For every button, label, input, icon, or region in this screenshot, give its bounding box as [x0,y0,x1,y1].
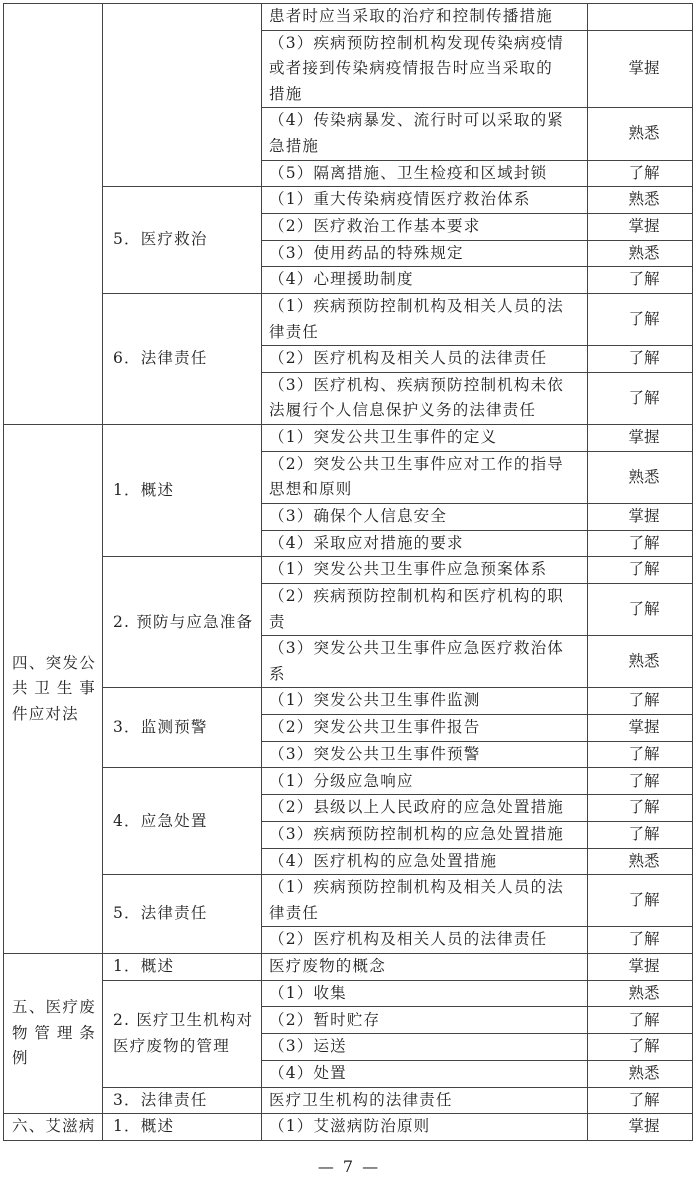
text-line: 医疗卫生机构的法律责任 [269,1090,453,1109]
requirement-cell [262,1087,588,1114]
text-line: （1）分级应急响应 [269,771,414,790]
requirement-cell [262,425,588,452]
level-cell: 了解 [588,557,693,584]
text-line: 措施 [269,84,303,103]
text-line: （2）疾病预防控制机构和医疗机构的职 [269,587,564,606]
requirement-cell [262,795,588,822]
text-line: （4）心理援助制度 [269,270,414,289]
page-number: — 7 — [317,1157,381,1176]
requirement-cell [262,848,588,875]
table-row [4,425,693,452]
requirement-cell [262,372,588,424]
requirement-cell [262,1114,588,1141]
text-line: （4）采取应对措施的要求 [269,533,464,552]
topic-cell [103,425,262,557]
level-cell: 了解 [588,267,693,294]
level-cell: 了解 [588,821,693,848]
text-line: 五、医疗废 [12,998,96,1017]
text-line: （3）使用药品的特殊规定 [269,243,464,262]
text-line: 共卫生事 [12,679,96,698]
text-line: （4）处置 [269,1063,347,1082]
level-cell: 了解 [588,1034,693,1061]
text-line: （2）医疗机构及相关人员的法律责任 [269,349,548,368]
text-line: 4．应急处置 [113,811,208,830]
requirement-cell [262,30,588,108]
topic-cell [103,4,262,187]
requirement-cell [262,346,588,373]
requirement-cell [262,688,588,715]
text-line: 3．法律责任 [113,1090,208,1109]
level-cell: 熟悉 [588,187,693,214]
requirement-cell [262,1060,588,1087]
text-line: 四、突发公 [12,653,96,672]
requirement-cell [262,213,588,240]
text-line: （5）隔离措施、卫生检疫和区域封锁 [269,163,548,182]
level-cell: 掌握 [588,715,693,742]
text-line: （4）医疗机构的应急处置措施 [269,851,498,870]
text-line: （1）疾病预防控制机构及相关人员的法 [269,297,564,316]
level-cell: 熟悉 [588,108,693,160]
text-line: 件应对法 [12,704,79,723]
text-line: 5．医疗救治 [113,230,208,249]
topic-cell [103,1087,262,1114]
text-line: 1．概述 [113,1117,175,1136]
text-line: （3）突发公共卫生事件预警 [269,744,481,763]
table-row [4,954,693,981]
text-line: 患者时应当采取的治疗和控制传播措施 [269,7,553,26]
text-line: （1）突发公共卫生事件监测 [269,691,481,710]
text-line: （3）确保个人信息安全 [269,507,448,526]
unit-cell [4,1114,103,1141]
level-cell: 了解 [588,160,693,187]
level-cell: 熟悉 [588,636,693,688]
requirement-cell [262,4,588,31]
text-line: （2）医疗机构及相关人员的法律责任 [269,930,548,949]
level-cell: 熟悉 [588,240,693,267]
text-line: （1）重大传染病疫情医疗救治体系 [269,190,531,209]
text-line: （1）收集 [269,983,347,1002]
level-cell: 掌握 [588,954,693,981]
text-line: （2）医疗救治工作基本要求 [269,217,481,236]
level-cell: 了解 [588,795,693,822]
text-line: （2）县级以上人民政府的应急处置措施 [269,798,564,817]
topic-cell [103,875,262,954]
requirement-cell [262,584,588,636]
text-line: （3）突发公共卫生事件应急医疗救治体 [269,639,564,658]
requirement-cell [262,557,588,584]
text-line: （1）突发公共卫生事件的定义 [269,428,498,447]
level-cell: 掌握 [588,425,693,452]
level-cell: 了解 [588,530,693,557]
table-row [4,1087,693,1114]
text-line: 2. 医疗卫生机构对 [113,1011,254,1030]
text-line: （2）突发公共卫生事件报告 [269,718,481,737]
text-line: （1）突发公共卫生事件应急预案体系 [269,560,548,579]
table-row [4,875,693,927]
text-line: 思想和原则 [269,480,353,499]
text-line: 系 [269,664,286,683]
level-cell: 了解 [588,294,693,346]
requirement-cell [262,187,588,214]
text-line: 6．法律责任 [113,349,208,368]
text-line: 法履行个人信息保护义务的法律责任 [269,401,537,420]
requirement-cell [262,875,588,927]
text-line: 1．概述 [113,957,175,976]
level-cell: 了解 [588,584,693,636]
level-cell: 了解 [588,346,693,373]
requirement-cell [262,927,588,954]
requirement-cell [262,530,588,557]
text-line: （1）疾病预防控制机构及相关人员的法 [269,878,564,897]
table-row [4,294,693,346]
table-row [4,4,693,31]
level-cell: 了解 [588,768,693,795]
text-line: （4）传染病暴发、流行时可以采取的紧 [269,111,564,130]
level-cell: 了解 [588,927,693,954]
level-cell: 掌握 [588,1114,693,1141]
level-cell: 了解 [588,741,693,768]
syllabus-table-body [4,4,693,1141]
level-cell: 熟悉 [588,980,693,1007]
table-row [4,980,693,1007]
text-line: 例 [12,1049,29,1068]
level-cell: 掌握 [588,213,693,240]
text-line: 医疗废物的概念 [269,957,386,976]
level-cell: 掌握 [588,30,693,108]
table-row [4,688,693,715]
requirement-cell [262,451,588,503]
level-cell: 了解 [588,1087,693,1114]
requirement-cell [262,1007,588,1034]
text-line: 律责任 [269,903,320,922]
unit-cell [4,954,103,1114]
text-line: 六、艾滋病 [12,1117,96,1136]
requirement-cell [262,636,588,688]
requirement-cell [262,741,588,768]
table-row [4,557,693,584]
requirement-cell [262,294,588,346]
topic-cell [103,187,262,294]
topic-cell [103,768,262,875]
syllabus-table [3,3,693,1141]
text-line: 3．监测预警 [113,718,208,737]
text-line: （2）突发公共卫生事件应对工作的指导 [269,454,564,473]
table-row [4,1114,693,1141]
level-cell: 掌握 [588,503,693,530]
requirement-cell [262,240,588,267]
level-cell: 了解 [588,1007,693,1034]
requirement-cell [262,503,588,530]
text-line: 1．概述 [113,480,175,499]
topic-cell [103,557,262,688]
text-line: （3）运送 [269,1037,347,1056]
topic-cell [103,294,262,425]
unit-cell [4,425,103,954]
requirement-cell [262,821,588,848]
table-row [4,768,693,795]
text-line: （2）暂时贮存 [269,1010,381,1029]
text-line: 医疗废物的管理 [113,1036,230,1055]
requirement-cell [262,267,588,294]
level-cell: 了解 [588,372,693,424]
text-line: 律责任 [269,322,320,341]
requirement-cell [262,768,588,795]
topic-cell [103,1114,262,1141]
level-cell: 熟悉 [588,1060,693,1087]
text-line: 或者接到传染病疫情报告时应当采取的 [269,59,553,78]
text-line: （1）艾滋病防治原则 [269,1117,431,1136]
requirement-cell [262,715,588,742]
level-cell: 熟悉 [588,451,693,503]
text-line: （3）疾病预防控制机构发现传染病疫情 [269,33,564,52]
topic-cell [103,980,262,1087]
level-cell: 了解 [588,688,693,715]
text-line: （3）疾病预防控制机构的应急处置措施 [269,824,564,843]
table-row [4,187,693,214]
requirement-cell [262,980,588,1007]
level-cell: 了解 [588,875,693,927]
requirement-cell [262,160,588,187]
topic-cell [103,954,262,981]
requirement-cell [262,108,588,160]
text-line: 5．法律责任 [113,904,208,923]
text-line: （3）医疗机构、疾病预防控制机构未依 [269,375,564,394]
text-line: 物管理条 [12,1023,96,1042]
text-line: 2. 预防与应急准备 [113,612,254,631]
text-line: 急措施 [269,136,320,155]
unit-cell [4,4,103,425]
level-cell [588,4,693,31]
requirement-cell [262,1034,588,1061]
text-line: 责 [269,612,286,631]
requirement-cell [262,954,588,981]
level-cell: 熟悉 [588,848,693,875]
topic-cell [103,688,262,768]
